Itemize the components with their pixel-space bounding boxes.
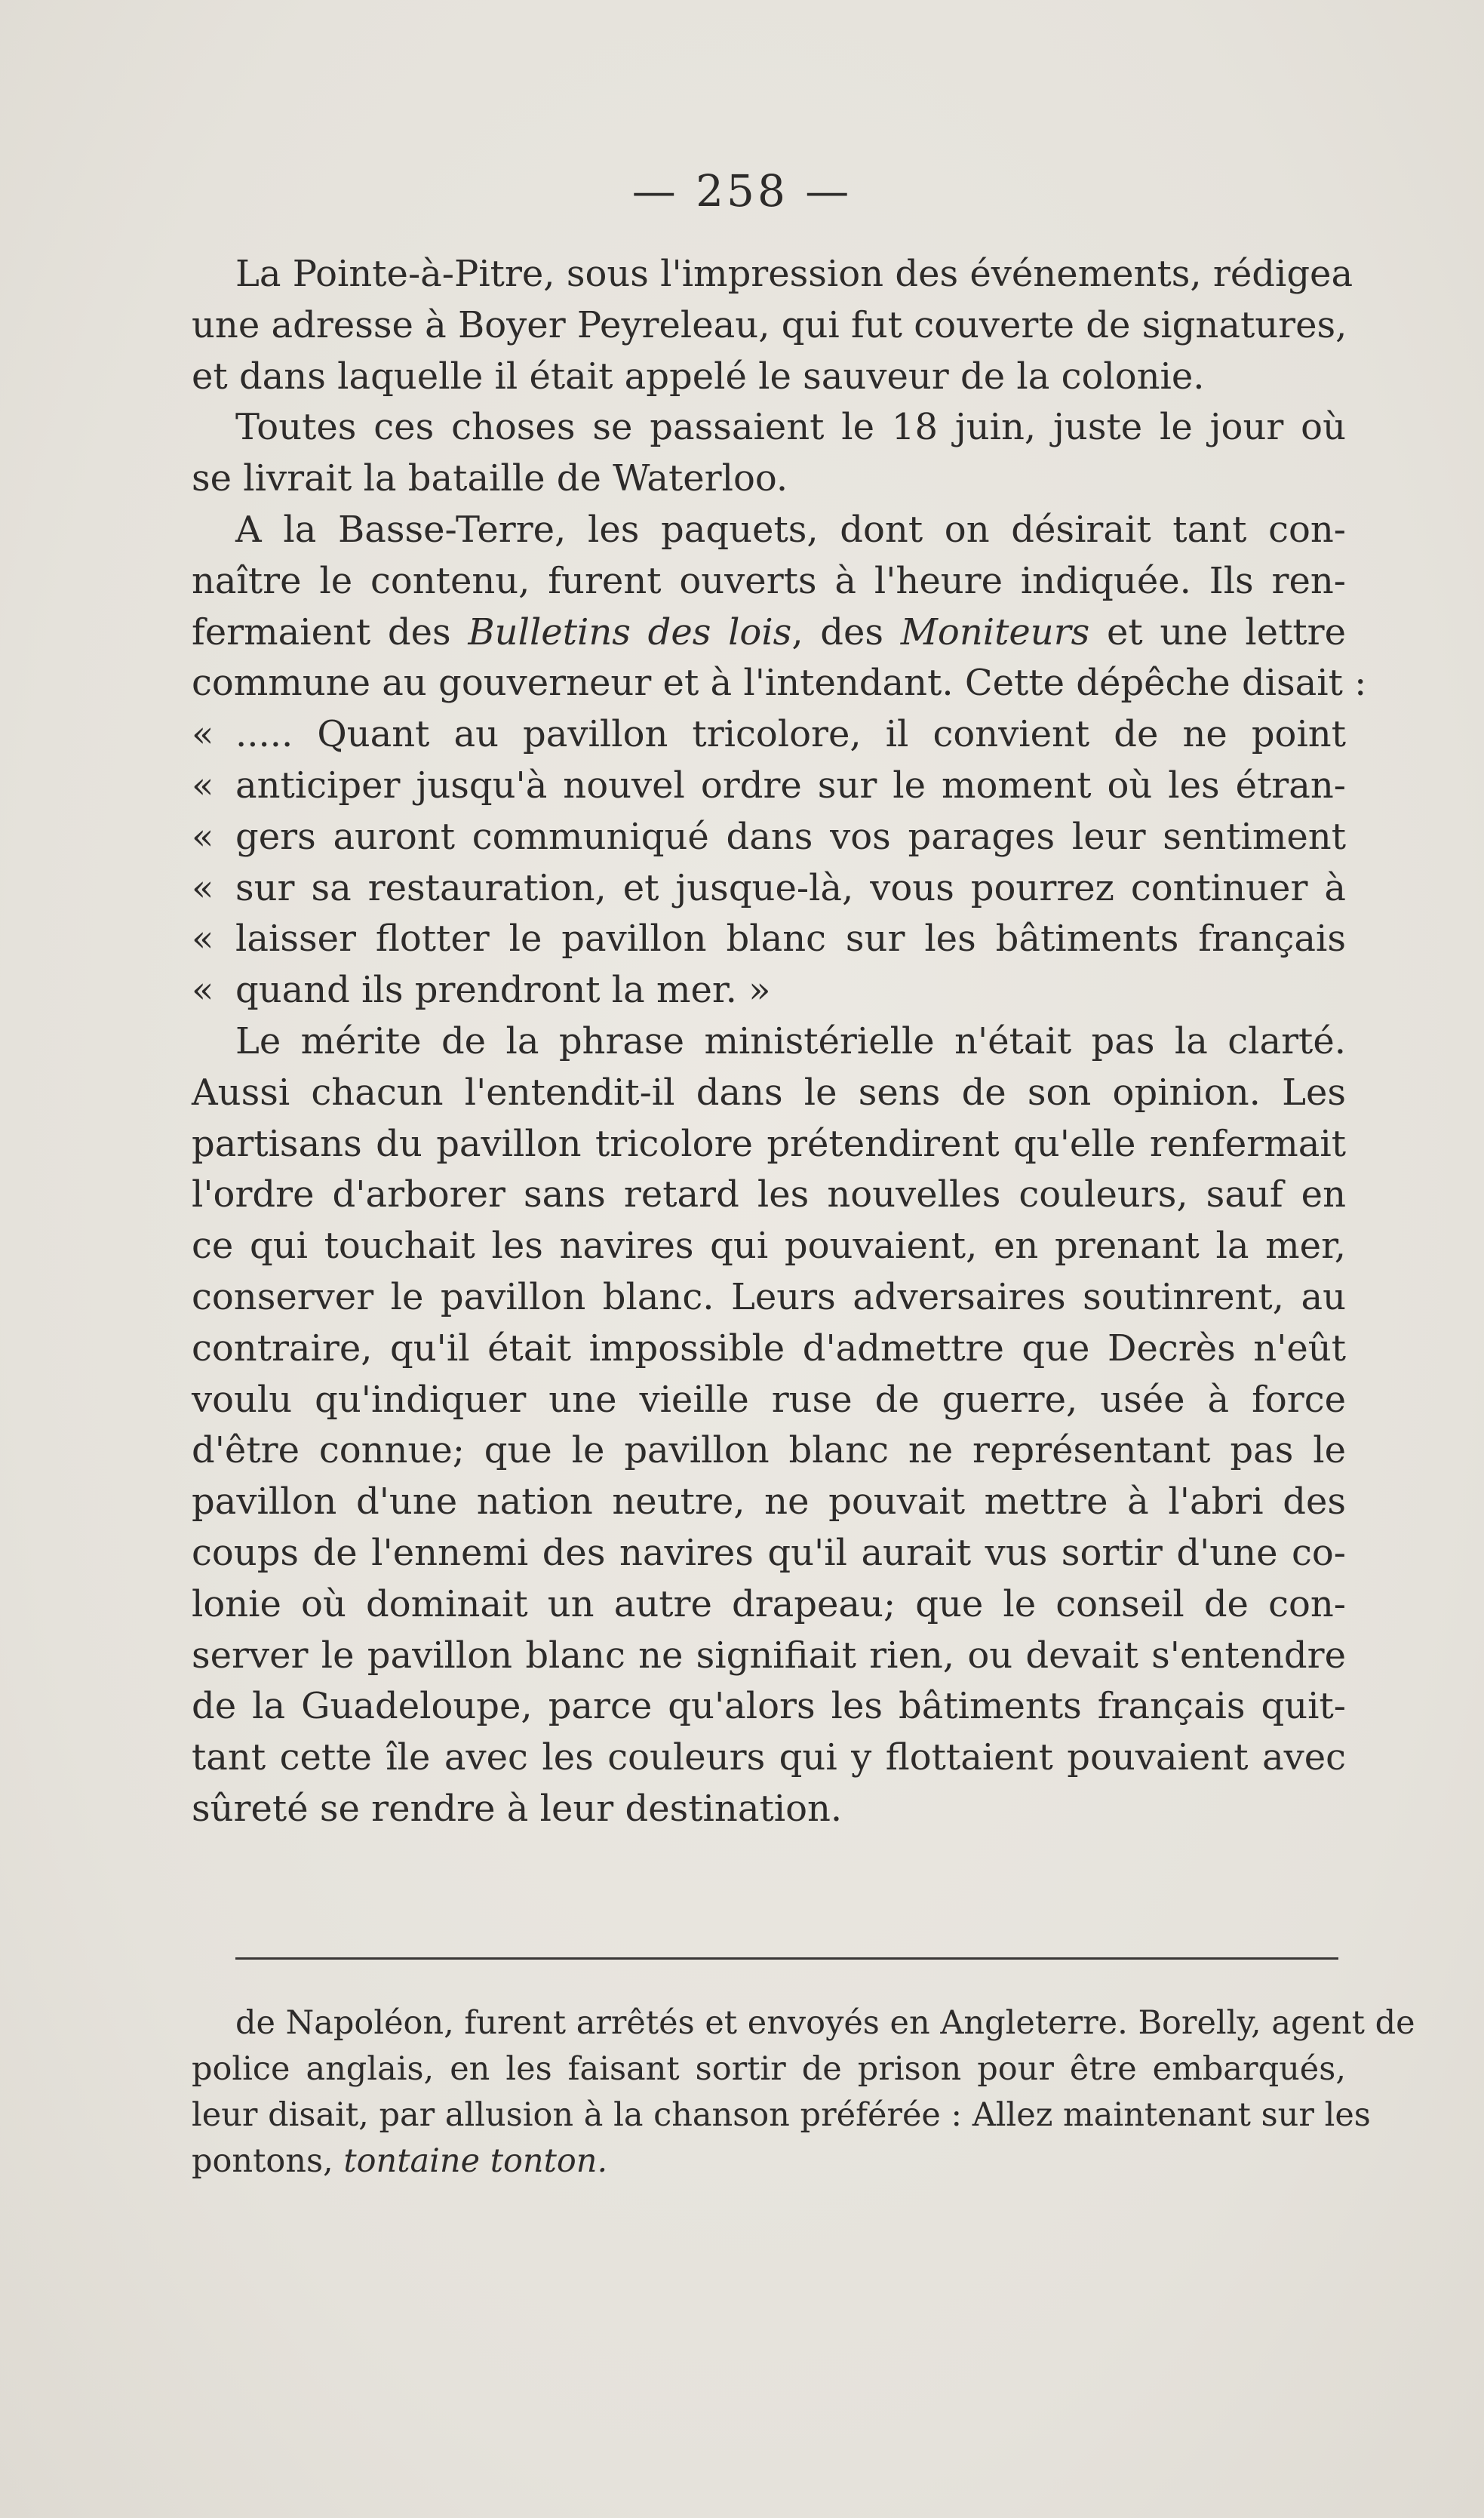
text-line: coups de l'ennemi des navires qu'il aurait vus sortir d'une co- <box>192 1531 1346 1574</box>
text-run: ..... Quant au pavillon tricolore, il convient de ne point <box>235 713 1346 756</box>
footnote-line: de Napoléon, furent arrêtés et envoyés en Angleterre. Borelly, agent de <box>235 2004 1415 2042</box>
quote-mark: « <box>192 918 214 961</box>
italic-title: Moniteurs <box>900 610 1090 653</box>
italic-phrase: tontaine tonton. <box>343 2142 608 2180</box>
main-text <box>192 249 1367 1835</box>
footnote-line: leur disait, par allusion à la chanson préférée : Allez maintenant sur les <box>192 2096 1371 2134</box>
text-line: l'ordre d'arborer sans retard les nouvelles couleurs, sauf en <box>192 1173 1346 1216</box>
footnote-line: police anglais, en les faisant sortir de prison pour être embarqués, <box>192 2050 1346 2088</box>
footnote-divider <box>235 1957 1338 1960</box>
quote-mark: « <box>192 969 214 1012</box>
quote-line <box>192 761 1346 812</box>
quote-mark: « <box>192 815 214 858</box>
quote-line <box>192 863 1346 915</box>
text-run: pontons, <box>192 2142 344 2180</box>
text-line: commune au gouverneur et à l'intendant. Cette dépêche disait : <box>192 662 1367 705</box>
quote-line <box>192 709 1346 761</box>
footnote <box>192 2000 1415 2184</box>
text-line: une adresse à Boyer Peyreleau, qui fut couverte de signatures, <box>192 303 1347 346</box>
text-run: gers auront communiqué dans vos parages leur sentiment <box>235 815 1346 858</box>
text-line: partisans du pavillon tricolore prétendirent qu'elle renfermait <box>192 1122 1346 1165</box>
text-line: et dans laquelle il était appelé le sauveur de la colonie. <box>192 355 1205 398</box>
footnote-line <box>192 2138 1346 2184</box>
text-run: laisser flotter le pavillon blanc sur les bâtiments français <box>235 918 1346 961</box>
text-line: voulu qu'indiquer une vieille ruse de guerre, usée à force <box>192 1378 1346 1421</box>
text-run: , des <box>791 610 901 653</box>
text-line: ce qui touchait les navires qui pouvaient, en prenant la mer, <box>192 1225 1346 1268</box>
page-number: — 258 — <box>631 165 853 217</box>
text-line: lonie où dominait un autre drapeau; que le conseil de con- <box>192 1582 1346 1625</box>
text-run: quand ils prendront la mer. » <box>235 969 771 1012</box>
quote-mark: « <box>192 866 214 909</box>
quote-mark: « <box>192 713 214 756</box>
text-run: fermaient des <box>192 610 469 653</box>
text-line: tant cette île avec les couleurs qui y flottaient pouvaient avec <box>192 1736 1346 1779</box>
quote-line <box>192 965 1346 1016</box>
text-line: Toutes ces choses se passaient le 18 juin, juste le jour où <box>235 406 1346 449</box>
quote-mark: « <box>192 764 214 807</box>
text-line: A la Basse-Terre, les paquets, dont on désirait tant con- <box>235 508 1346 551</box>
italic-title: Bulletins des lois <box>468 610 792 653</box>
quote-line <box>192 812 1346 863</box>
text-line: sûreté se rendre à leur destination. <box>192 1787 843 1830</box>
text-run: anticiper jusqu'à nouvel ordre sur le moment où les étran- <box>235 764 1346 807</box>
text-run: et une lettre <box>1089 610 1347 653</box>
text-line: conserver le pavillon blanc. Leurs adversaires soutinrent, au <box>192 1275 1346 1318</box>
text-line: naître le contenu, furent ouverts à l'heure indiquée. Ils ren- <box>192 559 1346 602</box>
text-line: Le mérite de la phrase ministérielle n'était pas la clarté. <box>235 1019 1346 1062</box>
text-line: Aussi chacun l'entendit-il dans le sens de son opinion. Les <box>192 1071 1346 1114</box>
text-line: contraire, qu'il était impossible d'admettre que Decrès n'eût <box>192 1327 1346 1370</box>
text-run: sur sa restauration, et jusque-là, vous pourrez continuer à <box>235 866 1346 909</box>
text-line <box>192 607 1346 659</box>
text-line: server le pavillon blanc ne signifiait rien, ou devait s'entendre <box>192 1634 1346 1677</box>
quote-line <box>192 914 1346 965</box>
text-line: La Pointe-à-Pitre, sous l'impression des événements, rédigea <box>235 253 1353 295</box>
text-line: se livrait la bataille de Waterloo. <box>192 457 788 500</box>
text-line: pavillon d'une nation neutre, ne pouvait mettre à l'abri des <box>192 1480 1346 1523</box>
text-line: de la Guadeloupe, parce qu'alors les bâtiments français quit- <box>192 1685 1346 1728</box>
text-line: d'être connue; que le pavillon blanc ne représentant pas le <box>192 1429 1346 1472</box>
